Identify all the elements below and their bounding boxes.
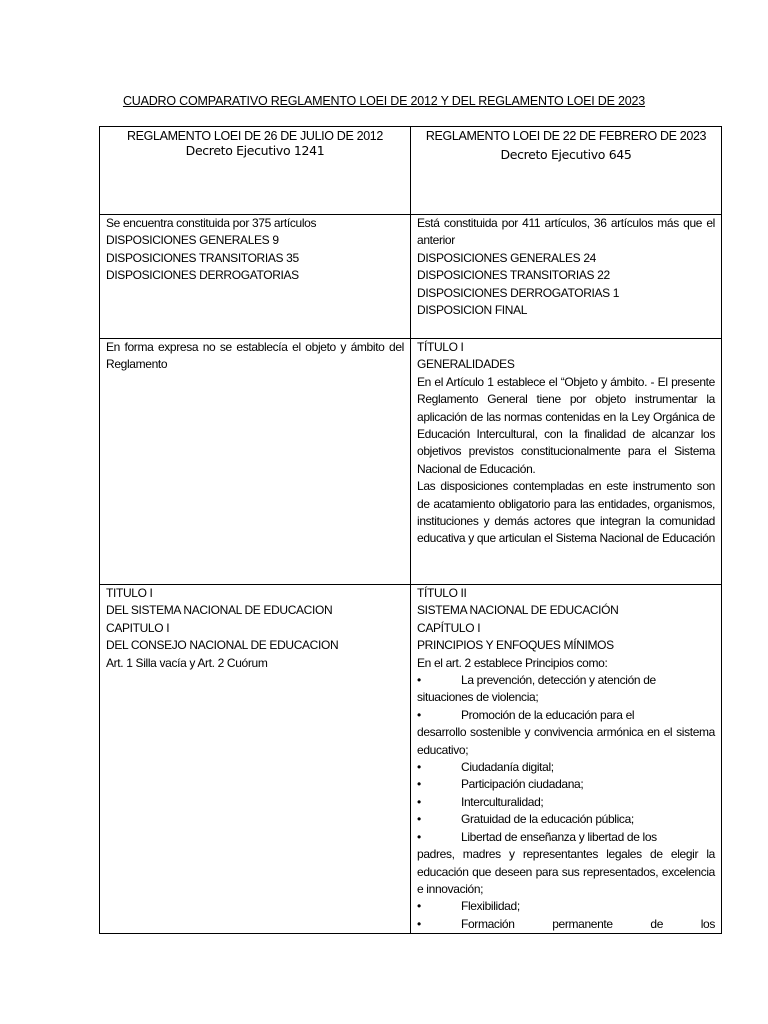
- principle-item: [417, 794, 715, 811]
- structure-2023-line: DISPOSICIONES DERROGATORIAS 1: [417, 285, 620, 300]
- principle-text: La prevención, detección y atención de: [461, 673, 656, 688]
- bullet-icon: •: [417, 673, 421, 688]
- structure-2023-cell: [411, 215, 722, 339]
- header-row: [100, 127, 722, 215]
- structure-2012-line: DISPOSICIONES DERROGATORIAS: [106, 268, 299, 283]
- bullet-icon: •: [417, 899, 421, 914]
- sistema-2012-line: Art. 1 Silla vacía y Art. 2 Cuórum: [106, 655, 268, 670]
- sistema-2023-heading: SISTEMA NACIONAL DE EDUCACIÓN: [417, 603, 619, 618]
- structure-2023-intro: Está constituida por 411 artículos, 36 artículos más que el anterior: [417, 216, 715, 248]
- document-title: CUADRO COMPARATIVO REGLAMENTO LOEI DE 2012 Y DEL REGLAMENTO LOEI DE 2023: [122, 94, 646, 108]
- table-row-sistema: [100, 585, 722, 934]
- objeto-2023-title: TÍTULO I: [417, 340, 464, 354]
- principle-text: Gratuidad de la educación pública;: [461, 812, 634, 827]
- objeto-2012-text: En forma expresa no se establecía el objeto y ámbito del Reglamento: [106, 340, 404, 372]
- structure-2023-line: DISPOSICIONES GENERALES 24: [417, 250, 596, 265]
- sistema-2012-line: TITULO I: [106, 586, 153, 600]
- structure-2012-cell: [100, 215, 411, 339]
- bullet-icon: •: [417, 916, 421, 931]
- principle-item: [417, 707, 715, 759]
- sistema-2023-heading: En el art. 2 establece Principios como:: [417, 655, 608, 670]
- objeto-2023-paragraph: Las disposiciones contempladas en este instrumento son de acatamiento obligatorio para las entidades, organismos, instituciones y demás actores que integran la comunidad educativa y que articulan el Sistema Nacional de Educación: [417, 479, 715, 546]
- header-2012-title: REGLAMENTO LOEI DE 26 DE JULIO DE 2012: [126, 129, 383, 143]
- bullet-icon: •: [417, 794, 421, 809]
- principle-item: [417, 776, 715, 793]
- sistema-2012-line: DEL SISTEMA NACIONAL DE EDUCACION: [106, 603, 333, 618]
- principles-list: [417, 672, 715, 933]
- comparison-table: [99, 126, 722, 934]
- objeto-2023-paragraph: En el Artículo 1 establece el “Objeto y ámbito. - El presente Reglamento General tiene por objeto instrumentar la aplicación de las normas contenidas en la Ley Orgánica de Educación Intercultural, con la finalidad de alcanzar los objetivos previstos constitucionalmente para el Sistema Nacional de Educación.: [417, 374, 715, 476]
- table-row-structure: [100, 215, 722, 339]
- structure-2023-line: DISPOSICIONES TRANSITORIAS 22: [417, 268, 610, 283]
- sistema-2012-cell: [100, 585, 411, 934]
- bullet-icon: •: [417, 812, 421, 827]
- header-2012-decree: Decreto Ejecutivo 1241: [185, 143, 325, 158]
- principle-item: [417, 672, 715, 707]
- structure-2023-line: DISPOSICION FINAL: [417, 303, 528, 318]
- sistema-2023-heading: CAPÍTULO I: [417, 620, 481, 635]
- principle-item: [417, 829, 715, 899]
- structure-2012-line: DISPOSICIONES TRANSITORIAS 35: [106, 250, 299, 265]
- bullet-icon: •: [417, 777, 421, 792]
- sistema-2023-heading: TÍTULO II: [417, 586, 467, 600]
- principle-text: Interculturalidad;: [461, 794, 544, 809]
- principle-text: Libertad de enseñanza y libertad de los: [461, 829, 657, 844]
- principle-text: Flexibilidad;: [461, 899, 520, 914]
- header-cell-2023: [411, 127, 722, 215]
- principle-item: [417, 916, 715, 933]
- principle-item: [417, 759, 715, 776]
- principle-text: Formación permanente de los: [461, 916, 715, 931]
- sistema-2023-cell: [411, 585, 722, 934]
- bullet-icon: •: [417, 707, 421, 722]
- objeto-2012-cell: [100, 339, 411, 585]
- principle-item: [417, 811, 715, 828]
- header-2023-decree: Decreto Ejecutivo 645: [500, 147, 632, 162]
- bullet-icon: •: [417, 829, 421, 844]
- structure-2012-line: Se encuentra constituida por 375 artículos: [106, 216, 317, 230]
- principle-text: Ciudadanía digital;: [461, 760, 554, 775]
- principle-continuation: desarrollo sostenible y convivencia armónica en el sistema educativo;: [417, 725, 715, 757]
- principle-text: Promoción de la educación para el: [461, 707, 635, 722]
- bullet-icon: •: [417, 760, 421, 775]
- sistema-2023-heading: PRINCIPIOS Y ENFOQUES MÍNIMOS: [417, 638, 614, 653]
- header-2023-title: REGLAMENTO LOEI DE 22 DE FEBRERO DE 2023: [425, 129, 707, 143]
- sistema-2012-line: DEL CONSEJO NACIONAL DE EDUCACION: [106, 638, 339, 653]
- objeto-2023-subtitle: GENERALIDADES: [417, 357, 515, 372]
- header-cell-2012: [100, 127, 411, 215]
- principle-continuation: situaciones de violencia;: [417, 690, 539, 705]
- objeto-2023-cell: [411, 339, 722, 585]
- principle-text: Participación ciudadana;: [461, 777, 584, 792]
- table-row-objeto: [100, 339, 722, 585]
- structure-2012-line: DISPOSICIONES GENERALES 9: [106, 233, 279, 248]
- sistema-2012-line: CAPITULO I: [106, 620, 170, 635]
- principle-continuation: padres, madres y representantes legales de elegir la educación que deseen para sus representados, excelencia e innovación;: [417, 847, 715, 896]
- principle-item: [417, 898, 715, 915]
